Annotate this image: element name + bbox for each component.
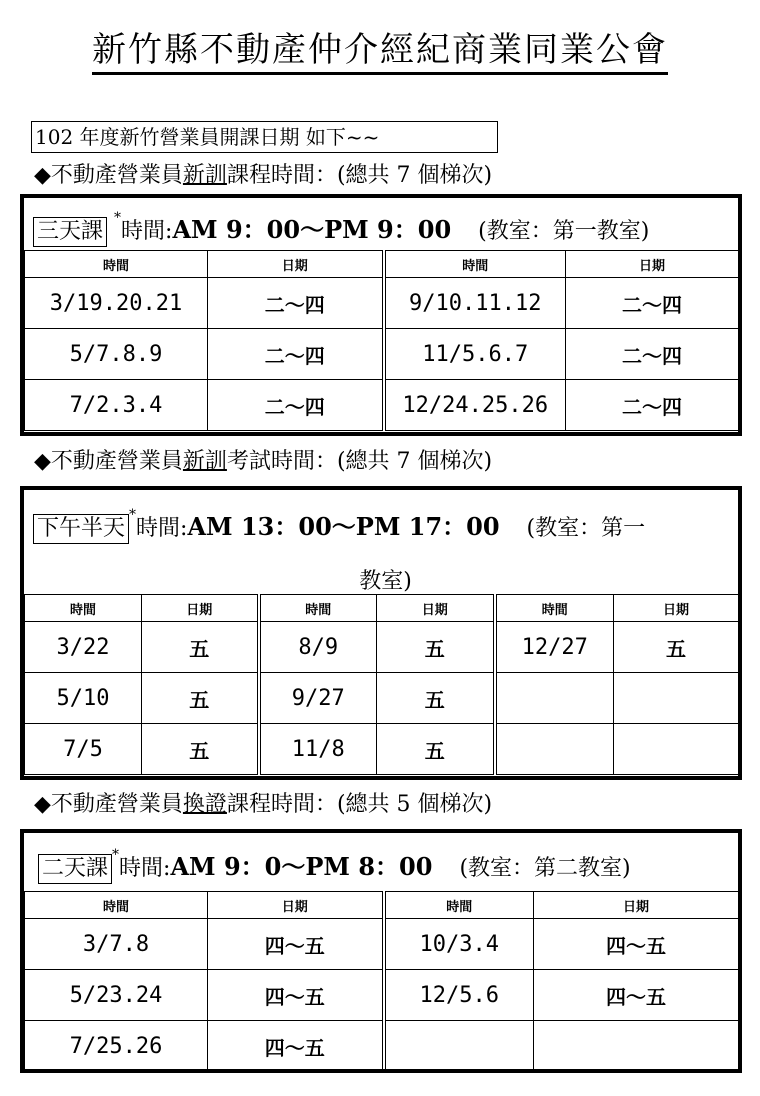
section3-heading: ◆不動產營業員換證課程時間：(總共 5 個梯次): [34, 792, 493, 817]
table-row: 7/2.3.4 二～四 12/24.25.26 二～四: [25, 380, 739, 431]
col-header-date: 日期: [142, 595, 259, 622]
section3-tag: 二天課: [38, 854, 112, 884]
section1-heading: ◆不動產營業員新訓課程時間：(總共 7 個梯次): [34, 163, 493, 188]
section2-time: AM 13：00～PM 17：00: [187, 512, 500, 541]
table-row: 7/5 五 11/8 五: [25, 724, 739, 775]
table-row: 5/23.24 四～五 12/5.6 四～五: [25, 970, 739, 1021]
section1-header: 三天課 *時間:AM 9：00～PM 9：00 (教室：第一教室): [24, 198, 738, 250]
col-header-time: 時間: [25, 595, 142, 622]
section3-table-box: [20, 829, 742, 1073]
col-header-date: 日期: [208, 892, 384, 919]
col-header-time: 時間: [259, 595, 377, 622]
col-header-date: 日期: [377, 595, 495, 622]
section1-time: AM 9：00～PM 9：00: [172, 215, 452, 244]
table-row: 7/25.26 四～五: [25, 1021, 739, 1072]
section2-room: (教室：第一: [526, 516, 646, 541]
table-row: 3/19.20.21 二～四 9/10.11.12 二～四: [25, 278, 739, 329]
section2-header: 下午半天*時間:AM 13：00～PM 17：00 (教室：第一 教室): [24, 490, 738, 594]
section2-heading: ◆不動產營業員新訓考試時間：(總共 7 個梯次): [34, 449, 493, 474]
section1-table: [24, 250, 739, 431]
section1-table-box: [20, 194, 742, 436]
col-header-time: 時間: [25, 251, 208, 278]
col-header-time: 時間: [25, 892, 208, 919]
col-header-date: 日期: [566, 251, 739, 278]
table-row: 5/10 五 9/27 五: [25, 673, 739, 724]
section3-time: AM 9：0～PM 8：00: [170, 852, 433, 881]
section3-header: 二天課*時間:AM 9：0～PM 8：00 (教室：第二教室): [24, 833, 738, 891]
col-header-time: 時間: [495, 595, 614, 622]
col-header-time: 時間: [384, 251, 566, 278]
section2-table-box: [20, 486, 742, 780]
table-row: 3/22 五 8/9 五 12/27 五: [25, 622, 739, 673]
intro-box: 102 年度新竹營業員開課日期 如下~~: [31, 121, 498, 153]
section2-tag: 下午半天: [33, 514, 129, 544]
table-row: 5/7.8.9 二～四 11/5.6.7 二～四: [25, 329, 739, 380]
table-row: 3/7.8 四～五 10/3.4 四～五: [25, 919, 739, 970]
col-header-date: 日期: [208, 251, 384, 278]
section1-room: (教室：第一教室): [478, 219, 650, 244]
col-header-time: 時間: [384, 892, 534, 919]
section3-room: (教室：第二教室): [459, 856, 631, 881]
col-header-date: 日期: [614, 595, 739, 622]
section2-table: [24, 594, 739, 775]
section3-table: [24, 891, 739, 1072]
col-header-date: 日期: [534, 892, 739, 919]
section1-tag: 三天課: [33, 217, 107, 247]
page-title: 新竹縣不動產仲介經紀商業同業公會: [0, 22, 760, 71]
section2-room-cont: 教室): [359, 569, 412, 594]
